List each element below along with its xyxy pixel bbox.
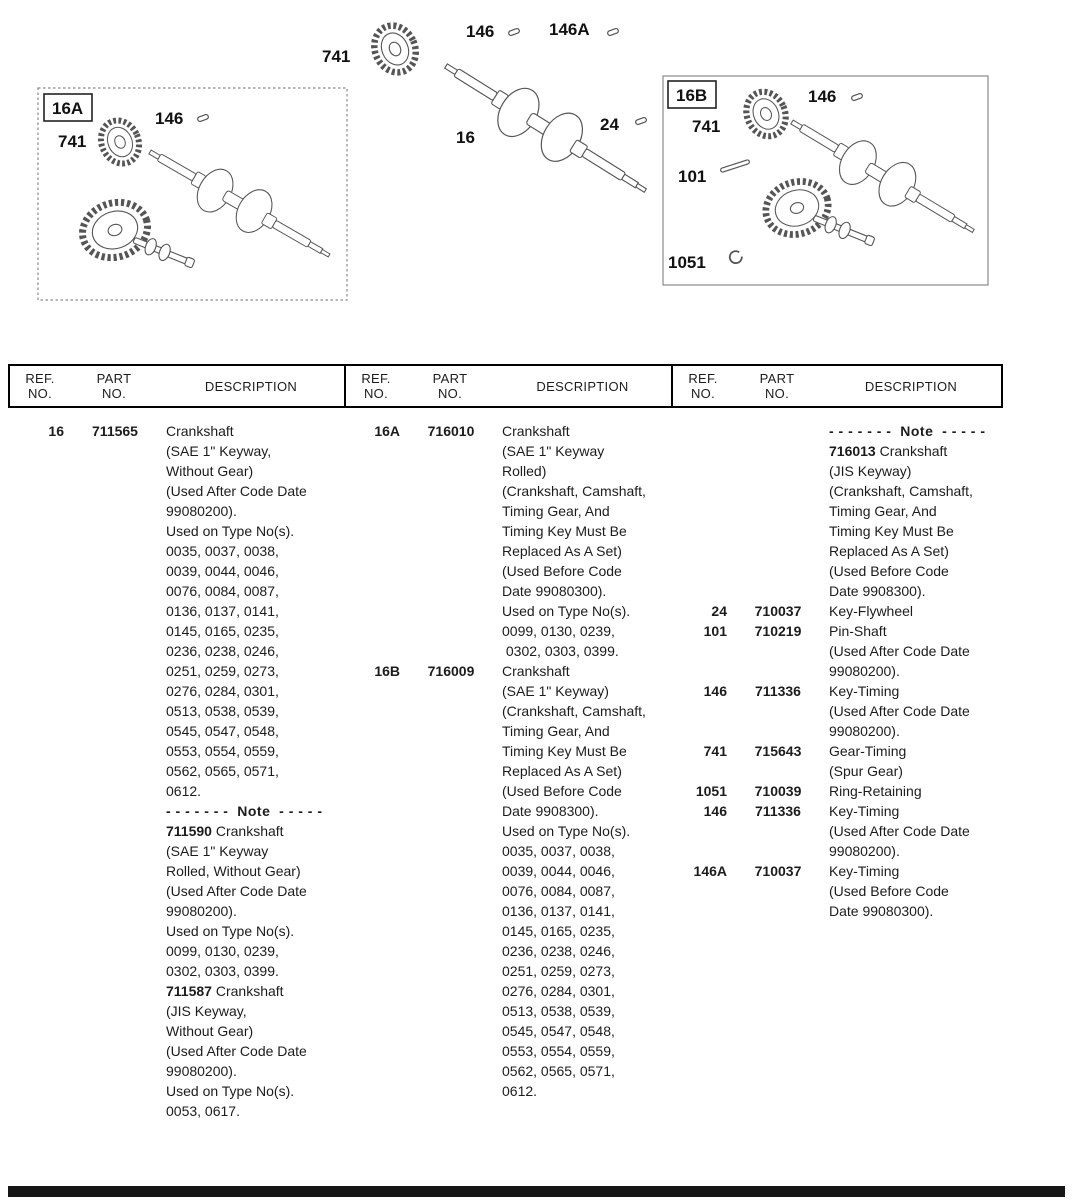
- description-line: Used on Type No(s).: [502, 603, 631, 619]
- description-line: 0145, 0165, 0235,: [502, 923, 615, 939]
- description-line: 0276, 0284, 0301,: [502, 983, 615, 999]
- description-line: 0076, 0084, 0087,: [166, 583, 279, 599]
- table-entry: [671, 601, 1003, 621]
- description-line: 0099, 0130, 0239,: [502, 623, 615, 639]
- ref-no: 16B: [374, 663, 400, 679]
- part-no: 710037: [754, 603, 802, 619]
- description-line: 0035, 0037, 0038,: [502, 843, 615, 859]
- description-line: Timing Key Must Be: [502, 743, 627, 759]
- description-line: 0076, 0084, 0087,: [502, 883, 615, 899]
- description-line: Date 99080300).: [502, 583, 607, 599]
- description: [166, 421, 344, 1121]
- description-line: - - - - - - - Note - - - - -: [166, 803, 323, 819]
- description-line: (JIS Keyway,: [166, 1003, 247, 1019]
- description-line: Timing Gear, And: [502, 723, 610, 739]
- part-no: 711565: [92, 423, 138, 439]
- callout-16b: 16B: [676, 86, 708, 105]
- shaft-pin-icon: [720, 159, 750, 172]
- description-header: DESCRIPTION: [864, 378, 958, 394]
- table-entry: [8, 421, 344, 1121]
- description: [829, 861, 1003, 921]
- ref-no-header: REF. NO.: [361, 371, 391, 401]
- description: [502, 421, 671, 661]
- callout-24: 24: [600, 115, 619, 134]
- camshaft-gear-16b-icon: [759, 174, 835, 243]
- description-line: Timing Gear, And: [502, 503, 610, 519]
- description-line: Date 9908300).: [829, 583, 926, 599]
- description-line: (SAE 1" Keyway: [166, 843, 269, 859]
- description-line: 0513, 0538, 0539,: [166, 703, 279, 719]
- description-line: Pin-Shaft: [829, 623, 887, 639]
- description-line: (SAE 1" Keyway,: [166, 443, 272, 459]
- description-line: 711590 Crankshaft: [166, 823, 284, 839]
- ref-no: 101: [703, 623, 727, 639]
- callout-741-top: 741: [322, 47, 351, 66]
- ref-no: 146: [703, 803, 727, 819]
- description-line: Key-Flywheel: [829, 603, 914, 619]
- description-line: Without Gear): [166, 1023, 254, 1039]
- table-entry: [344, 421, 671, 661]
- description-line: Date 9908300).: [502, 803, 599, 819]
- description-line: 0251, 0259, 0273,: [166, 663, 279, 679]
- part-no-header: PART NO.: [759, 371, 795, 401]
- description-line: (Used After Code Date: [166, 1043, 307, 1059]
- description-line: Rolled): [502, 463, 547, 479]
- description-line: 0562, 0565, 0571,: [502, 1063, 615, 1079]
- description-line: 0553, 0554, 0559,: [166, 743, 279, 759]
- part-no: 710219: [754, 623, 802, 639]
- description-line: 0251, 0259, 0273,: [502, 963, 615, 979]
- description-line: 711587 Crankshaft: [166, 983, 284, 999]
- part-no: 710039: [754, 783, 802, 799]
- table-entry: [671, 681, 1003, 741]
- part-no: 715643: [754, 743, 802, 759]
- description: [829, 421, 1003, 601]
- description-line: 99080200).: [166, 503, 237, 519]
- description-line: Rolled, Without Gear): [166, 863, 301, 879]
- callout-741-16b: 741: [692, 117, 721, 136]
- description-line: - - - - - - - Note - - - - -: [829, 423, 986, 439]
- description-line: 0053, 0617.: [166, 1103, 240, 1119]
- description-line: Timing Gear, And: [829, 503, 937, 519]
- description-line: Used on Type No(s).: [166, 523, 295, 539]
- part-no: 716009: [427, 663, 475, 679]
- timing-gear-16a-icon: [94, 114, 146, 169]
- timing-key-icon: [508, 28, 520, 36]
- retaining-ring-icon: [728, 249, 744, 265]
- timing-key-16a-icon: [197, 114, 209, 122]
- description-line: Crankshaft: [502, 423, 570, 439]
- parts-diagram: [0, 0, 1073, 358]
- table-entry: [671, 801, 1003, 861]
- description-line: Replaced As A Set): [502, 763, 622, 779]
- footer-bar: [8, 1186, 1065, 1197]
- callout-146-16b: 146: [808, 87, 837, 106]
- table-entry: [671, 781, 1003, 801]
- description-line: 0612.: [166, 783, 202, 799]
- description-line: Crankshaft: [166, 423, 234, 439]
- callout-741-16a: 741: [58, 132, 87, 151]
- table-header: [8, 364, 1003, 408]
- ref-no: 24: [711, 603, 727, 619]
- description-line: 0136, 0137, 0141,: [166, 603, 279, 619]
- callout-16: 16: [456, 128, 475, 147]
- description-line: Used on Type No(s).: [166, 1083, 295, 1099]
- description-line: 0513, 0538, 0539,: [502, 1003, 615, 1019]
- description-line: Gear-Timing: [829, 743, 907, 759]
- description-line: 99080200).: [166, 903, 237, 919]
- callout-101: 101: [678, 167, 707, 186]
- description-line: (Used After Code Date: [166, 483, 307, 499]
- header-group-1: [8, 366, 344, 406]
- table-entry: [671, 861, 1003, 921]
- part-no: 710037: [754, 863, 802, 879]
- description-line: 0039, 0044, 0046,: [502, 863, 615, 879]
- description-line: (Used Before Code: [829, 563, 949, 579]
- description-line: Ring-Retaining: [829, 783, 922, 799]
- description-line: (Crankshaft, Camshaft,: [502, 703, 646, 719]
- description: [829, 781, 1003, 801]
- description-line: (SAE 1" Keyway): [502, 683, 609, 699]
- flywheel-key-icon: [635, 117, 647, 125]
- description-line: Key-Timing: [829, 683, 900, 699]
- description-line: Replaced As A Set): [829, 543, 949, 559]
- description-line: Crankshaft: [502, 663, 570, 679]
- description-line: Date 99080300).: [829, 903, 934, 919]
- description-line: 99080200).: [166, 1063, 237, 1079]
- table-entry: [671, 421, 1003, 601]
- description-line: Used on Type No(s).: [502, 823, 631, 839]
- description-line: 0612.: [502, 1083, 538, 1099]
- ref-no: 16: [48, 423, 64, 439]
- table-entry: [671, 621, 1003, 681]
- description-line: 0236, 0238, 0246,: [502, 943, 615, 959]
- description-line: (Used After Code Date: [829, 643, 970, 659]
- ref-no-header: REF. NO.: [25, 371, 55, 401]
- description-line: (Used After Code Date: [829, 823, 970, 839]
- part-no: 716010: [427, 423, 475, 439]
- description-line: Timing Key Must Be: [829, 523, 954, 539]
- ref-no: 741: [703, 743, 727, 759]
- description: [829, 601, 1003, 621]
- ref-no: [671, 421, 727, 601]
- callout-146-16a: 146: [155, 109, 184, 128]
- timing-gear-16b-icon: [739, 85, 792, 142]
- ref-no: 146A: [693, 863, 727, 879]
- ref-no-header: REF. NO.: [688, 371, 718, 401]
- description: [502, 661, 671, 1101]
- description-line: 99080200).: [829, 723, 900, 739]
- description-line: 0276, 0284, 0301,: [166, 683, 279, 699]
- description-line: 0302, 0303, 0399.: [166, 963, 279, 979]
- ref-no: 1051: [695, 783, 727, 799]
- timing-key-a-icon: [607, 28, 619, 36]
- callout-146a-top: 146A: [549, 20, 590, 39]
- description-line: (Spur Gear): [829, 763, 903, 779]
- description-line: 716013 Crankshaft: [829, 443, 948, 459]
- table-entry: [671, 741, 1003, 781]
- description-line: 0545, 0547, 0548,: [166, 723, 279, 739]
- description-line: (JIS Keyway): [829, 463, 912, 479]
- description-line: Key-Timing: [829, 803, 900, 819]
- description-line: 0035, 0037, 0038,: [166, 543, 279, 559]
- description-line: 99080200).: [829, 663, 900, 679]
- description-line: (Crankshaft, Camshaft,: [502, 483, 646, 499]
- table-col-2: [344, 421, 671, 1121]
- description-line: Key-Timing: [829, 863, 900, 879]
- description: [829, 801, 1003, 861]
- description-line: 0099, 0130, 0239,: [166, 943, 279, 959]
- description-line: (Used Before Code: [502, 783, 622, 799]
- description-line: (SAE 1" Keyway: [502, 443, 605, 459]
- table-col-3: [671, 421, 1003, 1121]
- description-line: (Used Before Code: [502, 563, 622, 579]
- description-line: (Used After Code Date: [829, 703, 970, 719]
- description-line: 0236, 0238, 0246,: [166, 643, 279, 659]
- description-line: 0553, 0554, 0559,: [502, 1043, 615, 1059]
- description-line: Used on Type No(s).: [166, 923, 295, 939]
- part-no: 711336: [755, 683, 801, 699]
- description-line: 99080200).: [829, 843, 900, 859]
- callout-146-top: 146: [466, 22, 495, 41]
- description-line: 0039, 0044, 0046,: [166, 563, 279, 579]
- description-line: 0136, 0137, 0141,: [502, 903, 615, 919]
- callout-1051: 1051: [668, 253, 706, 272]
- timing-key-16b-icon: [851, 93, 863, 101]
- parts-table: [8, 364, 1003, 1121]
- description: [829, 681, 1003, 741]
- part-no: 711336: [755, 803, 801, 819]
- table-body: [8, 408, 1003, 1121]
- description-header: DESCRIPTION: [204, 378, 298, 394]
- part-no-header: PART NO.: [96, 371, 132, 401]
- description-line: Without Gear): [166, 463, 254, 479]
- description-header: DESCRIPTION: [536, 378, 629, 394]
- description: [829, 741, 1003, 781]
- description-line: 0545, 0547, 0548,: [502, 1023, 615, 1039]
- description-line: Timing Key Must Be: [502, 523, 627, 539]
- description-line: 0145, 0165, 0235,: [166, 623, 279, 639]
- header-group-3: [671, 366, 1001, 406]
- description: [829, 621, 1003, 681]
- table-entry: [344, 661, 671, 1101]
- description-line: 0562, 0565, 0571,: [166, 763, 279, 779]
- description-line: (Crankshaft, Camshaft,: [829, 483, 973, 499]
- table-col-1: [8, 421, 344, 1121]
- timing-gear-icon: [367, 19, 423, 79]
- description-line: (Used Before Code: [829, 883, 949, 899]
- description-line: Replaced As A Set): [502, 543, 622, 559]
- ref-no: 146: [703, 683, 727, 699]
- description-line: (Used After Code Date: [166, 883, 307, 899]
- ref-no: 16A: [374, 423, 400, 439]
- part-no-header: PART NO.: [432, 371, 468, 401]
- part-no: [736, 421, 820, 601]
- callout-16a: 16A: [52, 99, 84, 118]
- header-group-2: [344, 366, 671, 406]
- camshaft-gear-16a-icon: [75, 194, 154, 266]
- description-line: 0302, 0303, 0399.: [502, 643, 619, 659]
